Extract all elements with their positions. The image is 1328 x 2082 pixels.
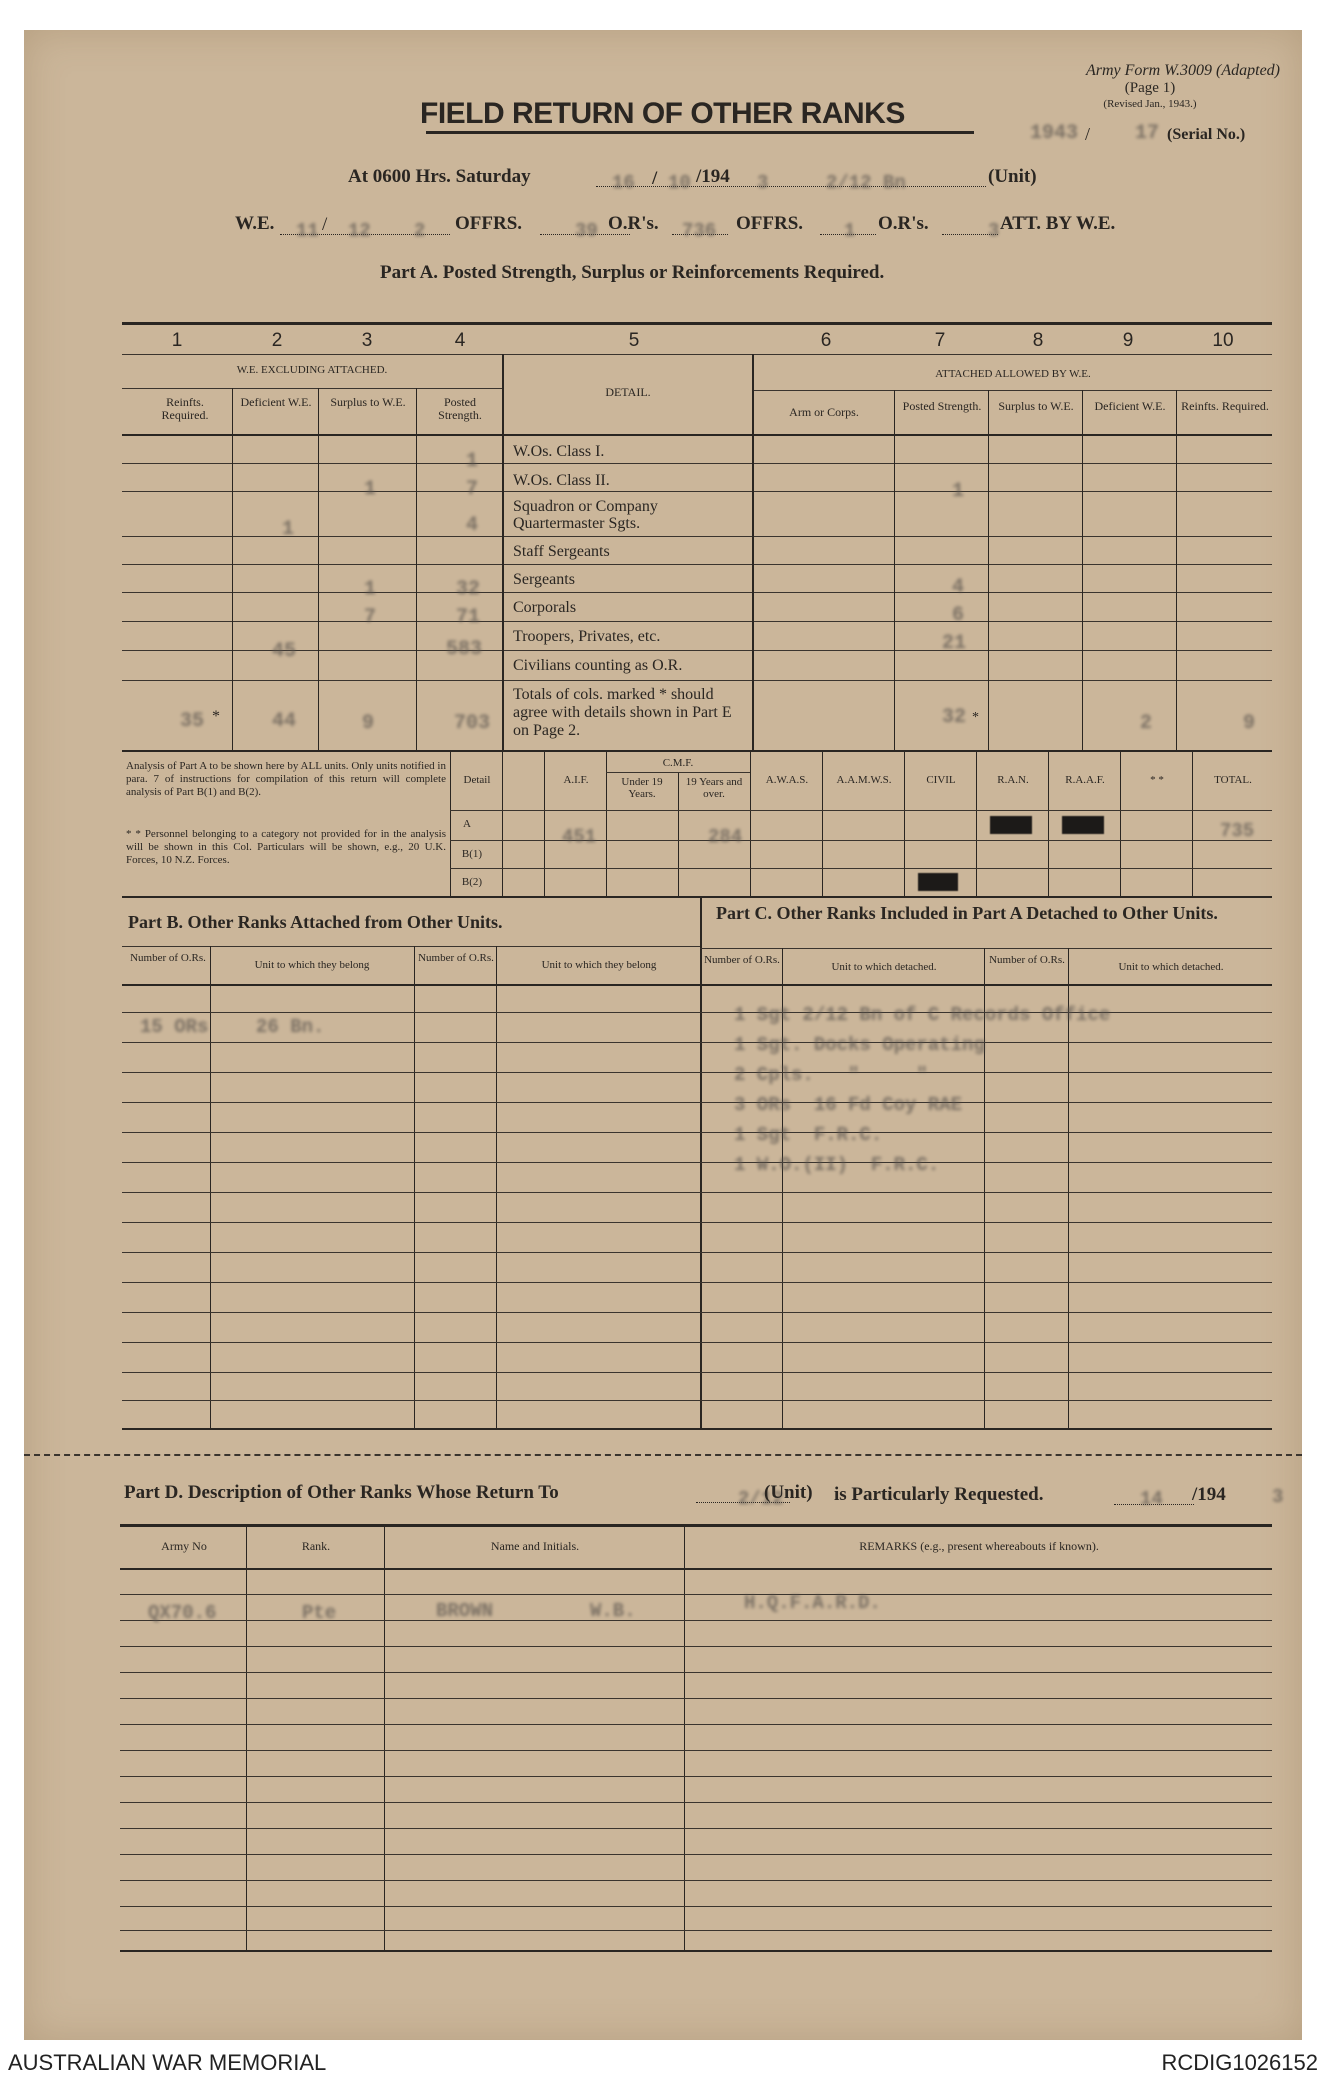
- value-c7: 4: [952, 576, 965, 599]
- serial-number: 17: [1135, 122, 1160, 145]
- footer-id: RCDIG1026152: [1161, 2050, 1318, 2075]
- total-c3: 9: [362, 712, 375, 735]
- analysis-total: 735: [1220, 820, 1255, 842]
- part-c-entry: 1 Sgt. Docks Operating: [734, 1034, 985, 1056]
- serial-year: 1943: [1030, 122, 1079, 145]
- col-num-3: 3: [361, 330, 373, 351]
- col-num-10: 10: [1212, 330, 1234, 351]
- value-c7: 6: [952, 604, 965, 627]
- value-c4: 71: [456, 606, 481, 629]
- part-c-header-number: Number of O.Rs.: [704, 954, 780, 966]
- total-c10: 9: [1243, 712, 1256, 735]
- revised-date: (Revised Jan., 1943.): [1103, 98, 1197, 110]
- header-deficient: Deficient W.E.: [240, 395, 312, 409]
- value-c2: 45: [272, 640, 297, 663]
- right-group-header: ATTACHED ALLOWED BY W.E.: [935, 368, 1091, 380]
- value-c4: 583: [446, 638, 483, 661]
- part-c-entry: 1 W.O.(II) F.R.C.: [734, 1154, 940, 1176]
- at-label: At 0600 Hrs. Saturday: [348, 166, 531, 187]
- serial-label: (Serial No.): [1167, 126, 1246, 143]
- part-c-header-number-2: Number of O.Rs.: [989, 954, 1065, 966]
- header-deficient-att: Deficient W.E.: [1094, 399, 1166, 413]
- detail-row: Squadron or Company Quartermaster Sgts.: [513, 498, 658, 532]
- date-year: 3: [757, 172, 769, 194]
- detail-row: Sergeants: [513, 571, 575, 588]
- part-c-header-unit-2: Unit to which detached.: [1118, 961, 1224, 973]
- redaction-ran: [990, 816, 1032, 834]
- part-b-header-unit-2: Unit to which they belong: [541, 959, 657, 971]
- part-b-header-number-2: Number of O.Rs.: [418, 952, 494, 964]
- ors-value: 736: [682, 220, 717, 242]
- perforation-line: [24, 1454, 1302, 1456]
- unit-value: 2/12 Bn: [826, 172, 906, 194]
- header-posted: Posted Strength.: [438, 395, 482, 422]
- analysis-cmf-over: 284: [708, 826, 743, 848]
- page-title: FIELD RETURN OF OTHER RANKS: [420, 97, 905, 130]
- value-c7: 21: [942, 632, 967, 655]
- header-arm-corps: Arm or Corps.: [789, 405, 859, 419]
- value-c7: 1: [952, 480, 965, 503]
- part-d-remarks: H.Q.F.A.R.D.: [744, 1592, 881, 1614]
- analysis-aif: 451: [562, 826, 597, 848]
- total-c9: 2: [1140, 712, 1153, 735]
- we-value-2: 12: [348, 220, 371, 242]
- offrs2-label: OFFRS.: [736, 213, 804, 234]
- analysis-header-cmf-under: Under 19 Years.: [621, 776, 663, 800]
- col-num-7: 7: [934, 330, 946, 351]
- value-c2: 1: [282, 518, 295, 541]
- analysis-header-raaf: R.A.A.F.: [1065, 774, 1105, 786]
- redaction-raaf: [1062, 816, 1104, 834]
- header-detail: DETAIL.: [605, 385, 651, 399]
- analysis-header-other: * *: [1150, 774, 1164, 786]
- date-day: 16: [612, 172, 635, 194]
- total-c4: 703: [454, 712, 491, 735]
- part-c-entry: 3 ORs 16 Fd Coy RAE: [734, 1094, 963, 1116]
- part-d-title-suffix: is Particularly Requested.: [834, 1484, 1044, 1505]
- part-b-title: Part B. Other Ranks Attached from Other Units.: [128, 912, 503, 932]
- part-d-header-name: Name and Initials.: [490, 1539, 580, 1553]
- col-num-2: 2: [271, 330, 283, 351]
- part-d-name: BROWN: [436, 1600, 494, 1622]
- col-num-8: 8: [1032, 330, 1044, 351]
- header-reinfts: Reinfts. Required.: [161, 395, 209, 422]
- totals-row-label: Totals of cols. marked * should agree with details shown in Part E on Page 2.: [513, 686, 732, 739]
- we-label: W.E.: [235, 213, 275, 234]
- header-reinfts-att: Reinfts. Required.: [1181, 399, 1269, 413]
- we-value-3: 2: [414, 220, 426, 242]
- part-b-header-number: Number of O.Rs.: [130, 952, 206, 964]
- col-num-6: 6: [820, 330, 832, 351]
- part-b-header-unit: Unit to which they belong: [254, 959, 370, 971]
- analysis-header-cmf: C.M.F.: [662, 757, 694, 769]
- detail-row: Troopers, Privates, etc.: [513, 628, 661, 645]
- footer-source: AUSTRALIAN WAR MEMORIAL: [8, 2050, 327, 2075]
- detail-row: W.Os. Class II.: [513, 472, 610, 489]
- part-d-initials: W.B.: [590, 1600, 636, 1622]
- offrs-value: 39: [575, 220, 598, 242]
- value-c4: 1: [466, 450, 479, 473]
- col-num-9: 9: [1122, 330, 1134, 351]
- detail-row: W.Os. Class I.: [513, 443, 605, 460]
- header-surplus-att: Surplus to W.E.: [998, 399, 1074, 413]
- part-c-header-unit: Unit to which detached.: [831, 961, 937, 973]
- value-c4: 32: [456, 578, 481, 601]
- col-num-1: 1: [171, 330, 183, 351]
- ors-label: O.R's.: [608, 213, 659, 234]
- analysis-header-ran: R.A.N.: [997, 774, 1029, 786]
- header-surplus: Surplus to W.E.: [330, 395, 406, 409]
- offrs-label: OFFRS.: [455, 213, 523, 234]
- analysis-header-aif: A.I.F.: [563, 774, 589, 786]
- analysis-header-aamws: A.A.M.W.S.: [836, 774, 892, 786]
- personnel-note: * * Personnel belonging to a category not provided for in the analysis will be shown in this Col. Particulars will be shown, e.g., 20 U.K. Forces, 10 N.Z. Forces.: [126, 828, 446, 866]
- part-d-unit-label: (Unit): [764, 1482, 813, 1503]
- analysis-header-awas: A.W.A.S.: [765, 774, 809, 786]
- analysis-header-civil: CIVIL: [926, 774, 956, 786]
- part-a-title: Part A. Posted Strength, Surplus or Reinforcements Required.: [380, 262, 885, 283]
- we-value-1: 11: [296, 220, 319, 242]
- col-num-4: 4: [454, 330, 466, 351]
- value-c3: 1: [364, 578, 377, 601]
- unit-label: (Unit): [988, 166, 1037, 187]
- part-d-header-rank: Rank.: [301, 1539, 331, 1553]
- detail-row: Staff Sergeants: [513, 543, 610, 560]
- total-c7: 32: [942, 706, 967, 729]
- value-c4: 7: [466, 478, 479, 501]
- part-c-entry: 1 Sgt F.R.C.: [734, 1124, 883, 1146]
- analysis-row-a: A: [463, 818, 471, 830]
- part-d-header-remarks: REMARKS (e.g., present whereabouts if known).: [859, 1539, 1099, 1553]
- analysis-header-total: TOTAL.: [1214, 774, 1252, 786]
- analysis-header-detail: Detail: [463, 774, 491, 786]
- left-group-header: W.E. EXCLUDING ATTACHED.: [236, 364, 388, 376]
- header-posted-att: Posted Strength.: [902, 399, 982, 413]
- part-d-title: Part D. Description of Other Ranks Whose Return To: [124, 1482, 559, 1503]
- part-d-date-value: 14: [1140, 1488, 1163, 1510]
- part-c-entry: 1 Sgt 2/12 Bn of C Records Office: [734, 1004, 1111, 1026]
- part-b-unit: 26 Bn.: [256, 1016, 325, 1038]
- part-d-date-year: 3: [1272, 1486, 1284, 1508]
- analysis-row-b2: B(2): [461, 876, 483, 888]
- total-c1: 35: [180, 710, 205, 733]
- date-year-prefix: /194: [696, 166, 730, 187]
- page-number: (Page 1): [1124, 80, 1176, 96]
- part-d-army-no: QX70.6: [148, 1602, 217, 1624]
- value-c3: 1: [364, 478, 377, 501]
- detail-row: Corporals: [513, 599, 577, 616]
- analysis-header-cmf-over: 19 Years and over.: [685, 776, 743, 800]
- part-b-number: 15 ORs: [140, 1016, 209, 1038]
- att-label: ATT. BY W.E.: [1000, 213, 1116, 234]
- part-c-entry: 2 Cpls. " ": [734, 1064, 928, 1086]
- part-d-unit-value: 2/12: [738, 1488, 784, 1510]
- ors2-label: O.R's.: [878, 213, 929, 234]
- total-c2: 44: [272, 710, 297, 733]
- detail-row: Civilians counting as O.R.: [513, 657, 683, 674]
- part-d-rank: Pte: [302, 1602, 337, 1624]
- part-d-header-army-no: Army No: [161, 1539, 207, 1553]
- analysis-note: Analysis of Part A to be shown here by ALL units. Only units notified in para. 7 of instructions for compilation of this return will complete analysis of Part B(1) and B(2).: [126, 760, 446, 798]
- part-c-title: Part C. Other Ranks Included in Part A Detached to Other Units.: [716, 903, 1218, 923]
- date-month: 10: [668, 172, 691, 194]
- col-num-5: 5: [628, 330, 640, 351]
- ors2-value: 3: [988, 220, 1000, 242]
- redaction-civil: [918, 873, 958, 891]
- form-id: Army Form W.3009 (Adapted): [1085, 62, 1280, 79]
- value-c3: 7: [364, 606, 377, 629]
- analysis-row-b1: B(1): [461, 848, 483, 860]
- part-d-date-prefix: /194: [1192, 1484, 1226, 1505]
- offrs2-value: 1: [844, 220, 856, 242]
- value-c4: 4: [466, 514, 479, 537]
